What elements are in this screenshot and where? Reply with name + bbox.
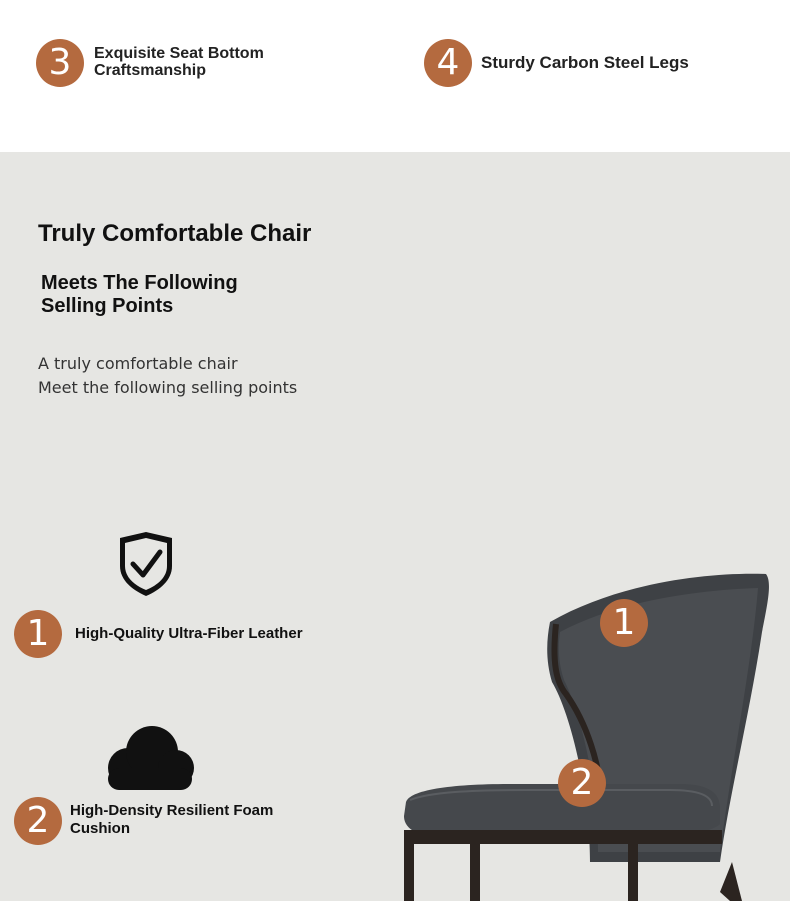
section-heading: Truly Comfortable Chair bbox=[38, 220, 312, 247]
chair-marker-2: 2 bbox=[558, 759, 606, 807]
chair-marker-1: 1 bbox=[600, 599, 648, 647]
feature-3-label-line1: Exquisite Seat Bottom bbox=[94, 45, 264, 62]
feature-4-label: Sturdy Carbon Steel Legs bbox=[481, 53, 689, 72]
feature-4-badge: 4 bbox=[424, 39, 472, 87]
feature-2-label-line1: High-Density Resilient Foam bbox=[70, 802, 274, 819]
subheading-line1: Meets The Following bbox=[41, 272, 238, 294]
feature-1-label: High-Quality Ultra-Fiber Leather bbox=[75, 625, 303, 642]
feature-3-badge: 3 bbox=[36, 39, 84, 87]
section-description bbox=[38, 352, 297, 400]
feature-1-badge: 1 bbox=[14, 610, 62, 658]
feature-2-label-line2: Cushion bbox=[70, 820, 130, 837]
chair-image bbox=[370, 562, 790, 901]
features-panel bbox=[0, 152, 790, 901]
description-line2: Meet the following selling points bbox=[38, 378, 298, 397]
description-line1: A truly comfortable chair bbox=[38, 354, 238, 373]
section-subheading bbox=[41, 272, 301, 318]
feature-3-label-line2: Craftsmanship bbox=[94, 62, 207, 79]
feature-2-badge: 2 bbox=[14, 797, 62, 845]
feature-2-label bbox=[70, 802, 273, 838]
shield-check-icon bbox=[116, 530, 176, 603]
subheading-line2: Selling Points bbox=[41, 295, 174, 317]
feature-3-label bbox=[94, 45, 264, 79]
cloud-icon bbox=[100, 724, 196, 795]
